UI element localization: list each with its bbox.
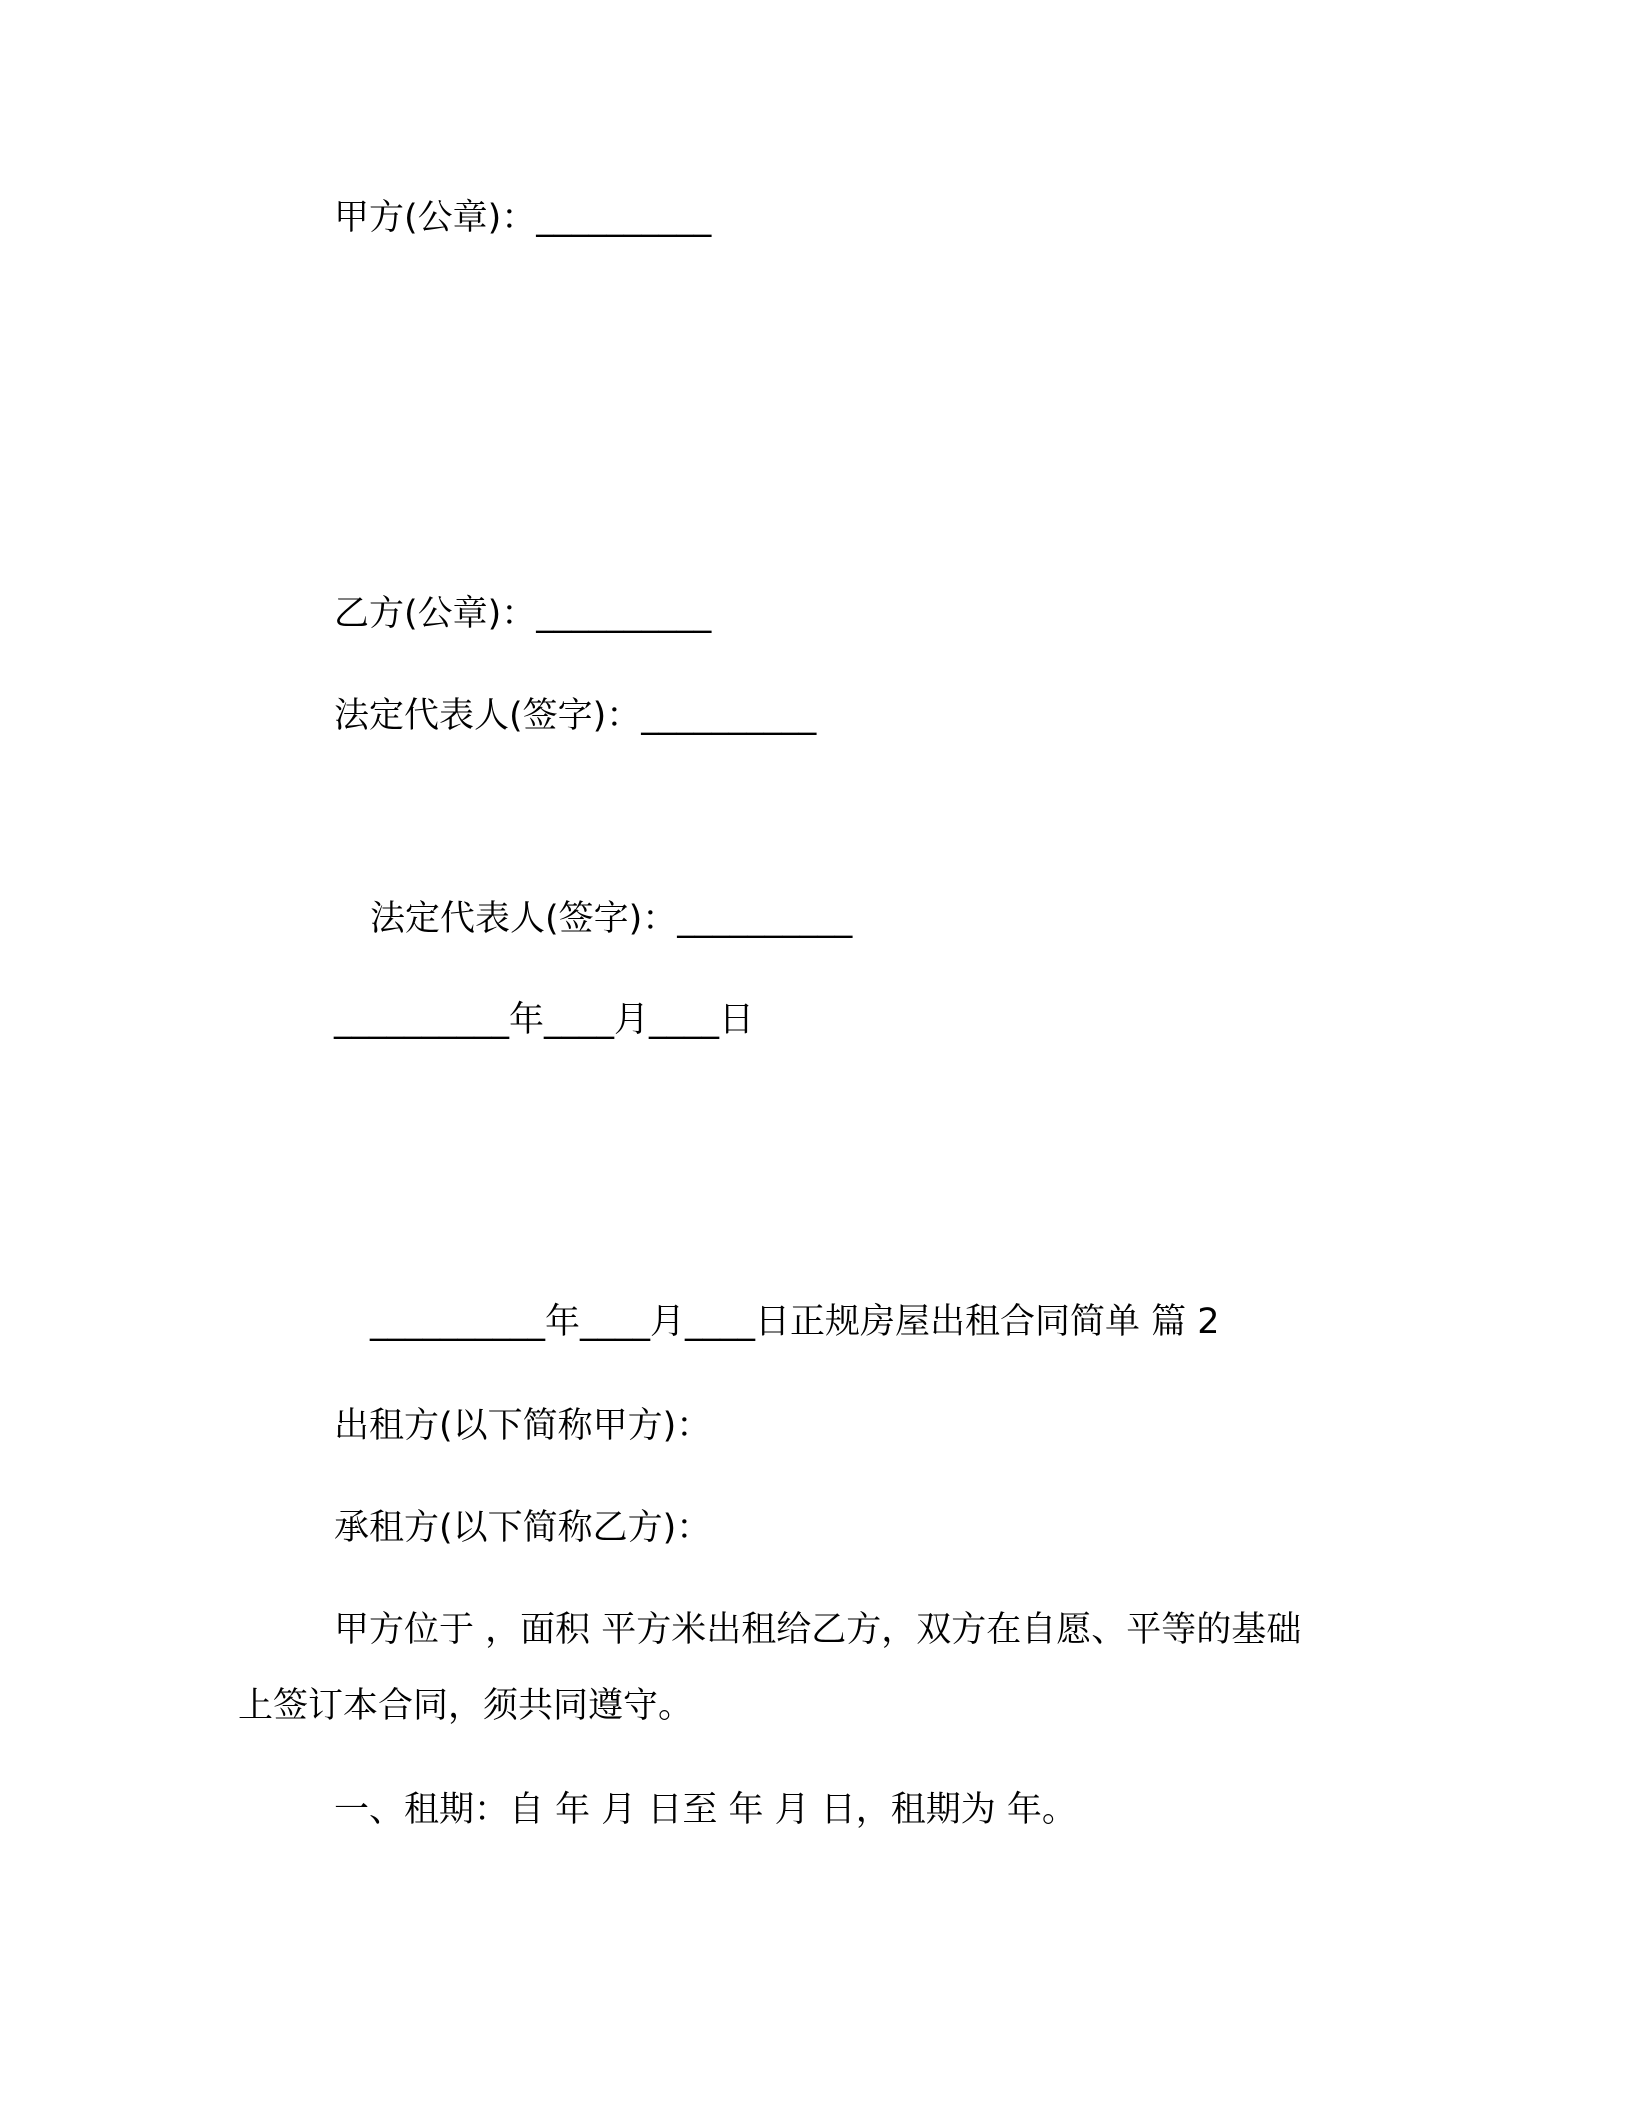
party-b-seal-line: 乙方(公章)：__________ (334, 594, 712, 634)
intro-paragraph-line-1: 甲方位于 ，面积 平方米出租给乙方，双方在自愿、平等的基础 (334, 1610, 1302, 1650)
intro-paragraph-line-2: 上签订本合同，须共同遵守。 (238, 1686, 694, 1726)
lessee-line: 承租方(以下简称乙方)： (334, 1508, 712, 1548)
section-heading: __________年____月____日正规房屋出租合同简单 篇 2 (370, 1302, 1220, 1342)
legal-representative-signature-line: 法定代表人(签字)：__________ (334, 696, 817, 736)
clause-lease-term: 一、租期：自 年 月 日至 年 月 日，租期为 年。 (334, 1790, 1077, 1830)
lessor-line: 出租方(以下简称甲方)： (334, 1406, 712, 1446)
date-line: __________年____月____日 (334, 1000, 755, 1040)
party-a-seal-line: 甲方(公章)：__________ (334, 198, 712, 238)
legal-representative-signature-line-2: 法定代表人(签字)：__________ (370, 899, 853, 939)
